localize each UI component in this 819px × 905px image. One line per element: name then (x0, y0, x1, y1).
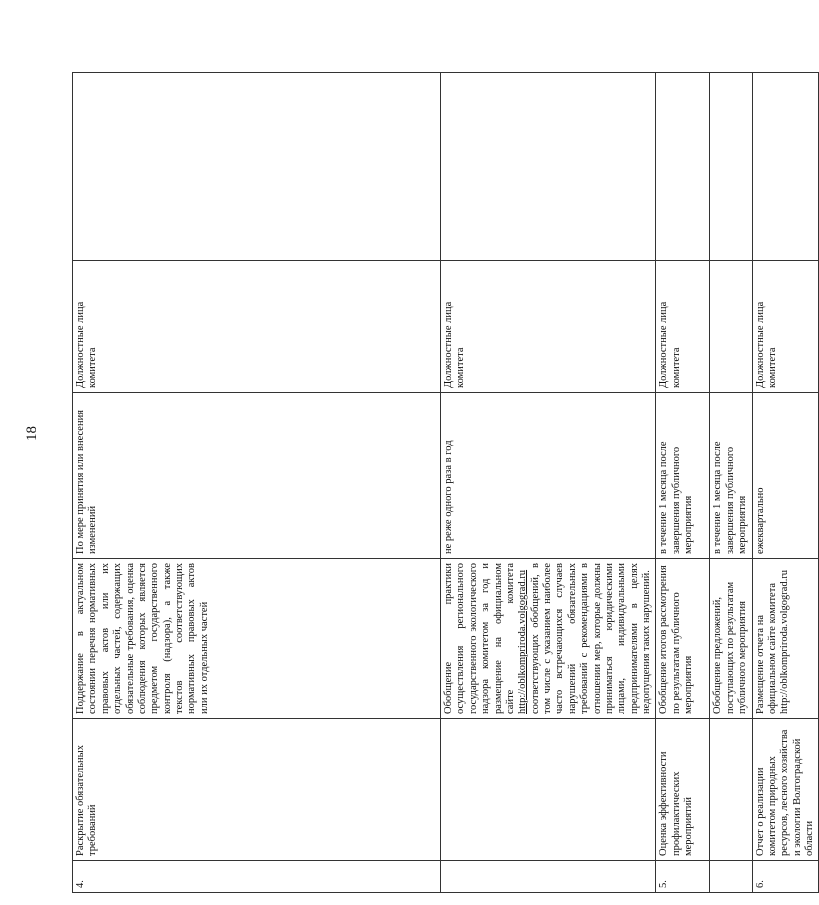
measure-name: Отчет о реализации комитетом природных ресурсов, лесного хозяйства и экологии Волгоградской области (752, 719, 819, 861)
website-link[interactable]: http://oblkompriroda.volgograd.ru (517, 569, 529, 714)
measure-name: Раскрытие обязательных требований (73, 719, 441, 861)
blank-cell (441, 73, 656, 261)
description-text-continued: соответствующих обобщений, в том числе с указанием наиболее часто встречающихся случаев нарушений обязательных требований с рекомендациями в отношении мер, которые должны приниматься юридическими лицами, индивидуальными предпринимателями в целях недопущения таких нарушений. (529, 563, 652, 714)
measure-responsible: Должностные лица комитета (73, 261, 441, 393)
description-text: Обобщение практики осуществления регионального государственного экологического надзора комитетом за год и размещение на официальном сайте комитета (443, 563, 516, 714)
measure-name: Оценка эффективности профилактических мероприятий (656, 719, 710, 861)
measure-term: не реже одного раза в год (441, 393, 656, 559)
row-number: 5. (656, 861, 710, 893)
measure-description (441, 559, 656, 719)
measure-term: ежеквартально (752, 393, 819, 559)
table-row (441, 73, 656, 893)
blank-cell (73, 73, 441, 261)
row-number-empty (710, 861, 752, 893)
measure-responsible: Должностные лица комитета (752, 261, 819, 393)
table-row (752, 73, 819, 893)
table-row (73, 73, 441, 893)
measures-table (72, 72, 819, 893)
measure-responsible: Должностные лица комитета (441, 261, 656, 393)
measure-responsible (710, 261, 752, 393)
table-row (656, 73, 710, 893)
row-number-empty (441, 861, 656, 893)
measure-description: Поддержание в актуальном состоянии перечня нормативных правовых актов или их отдельных частей, содержащих обязательные требования, оценка соблюдения которых является предметом государственного контроля (надзора), а также текстов соответствующих нормативных правовых актов или их отдельных частей (73, 559, 441, 719)
blank-cell (752, 73, 819, 261)
blank-cell (710, 73, 752, 261)
measure-term: По мере принятия или внесения изменений (73, 393, 441, 559)
measure-term: в течение 1 месяца после завершения публичного мероприятия (710, 393, 752, 559)
measure-description: Обобщение предложений, поступающих по результатам публичного мероприятия (710, 559, 752, 719)
measure-name-empty (441, 719, 656, 861)
measure-description: Размещение отчета на официальном сайте комитета http://oblkompriroda.volgograd.ru (752, 559, 819, 719)
blank-cell (656, 73, 710, 261)
measure-description: Обобщение итогов рассмотрения по результатам публичного мероприятия (656, 559, 710, 719)
page-number: 18 (24, 426, 40, 441)
measure-term: в течение 1 месяца после завершения публичного мероприятия (656, 393, 710, 559)
measure-responsible: Должностные лица комитета (656, 261, 710, 393)
table-row (710, 73, 752, 893)
row-number: 4. (73, 861, 441, 893)
rotated-table-page (72, 73, 815, 893)
measure-name-empty (710, 719, 752, 861)
row-number: 6. (752, 861, 819, 893)
